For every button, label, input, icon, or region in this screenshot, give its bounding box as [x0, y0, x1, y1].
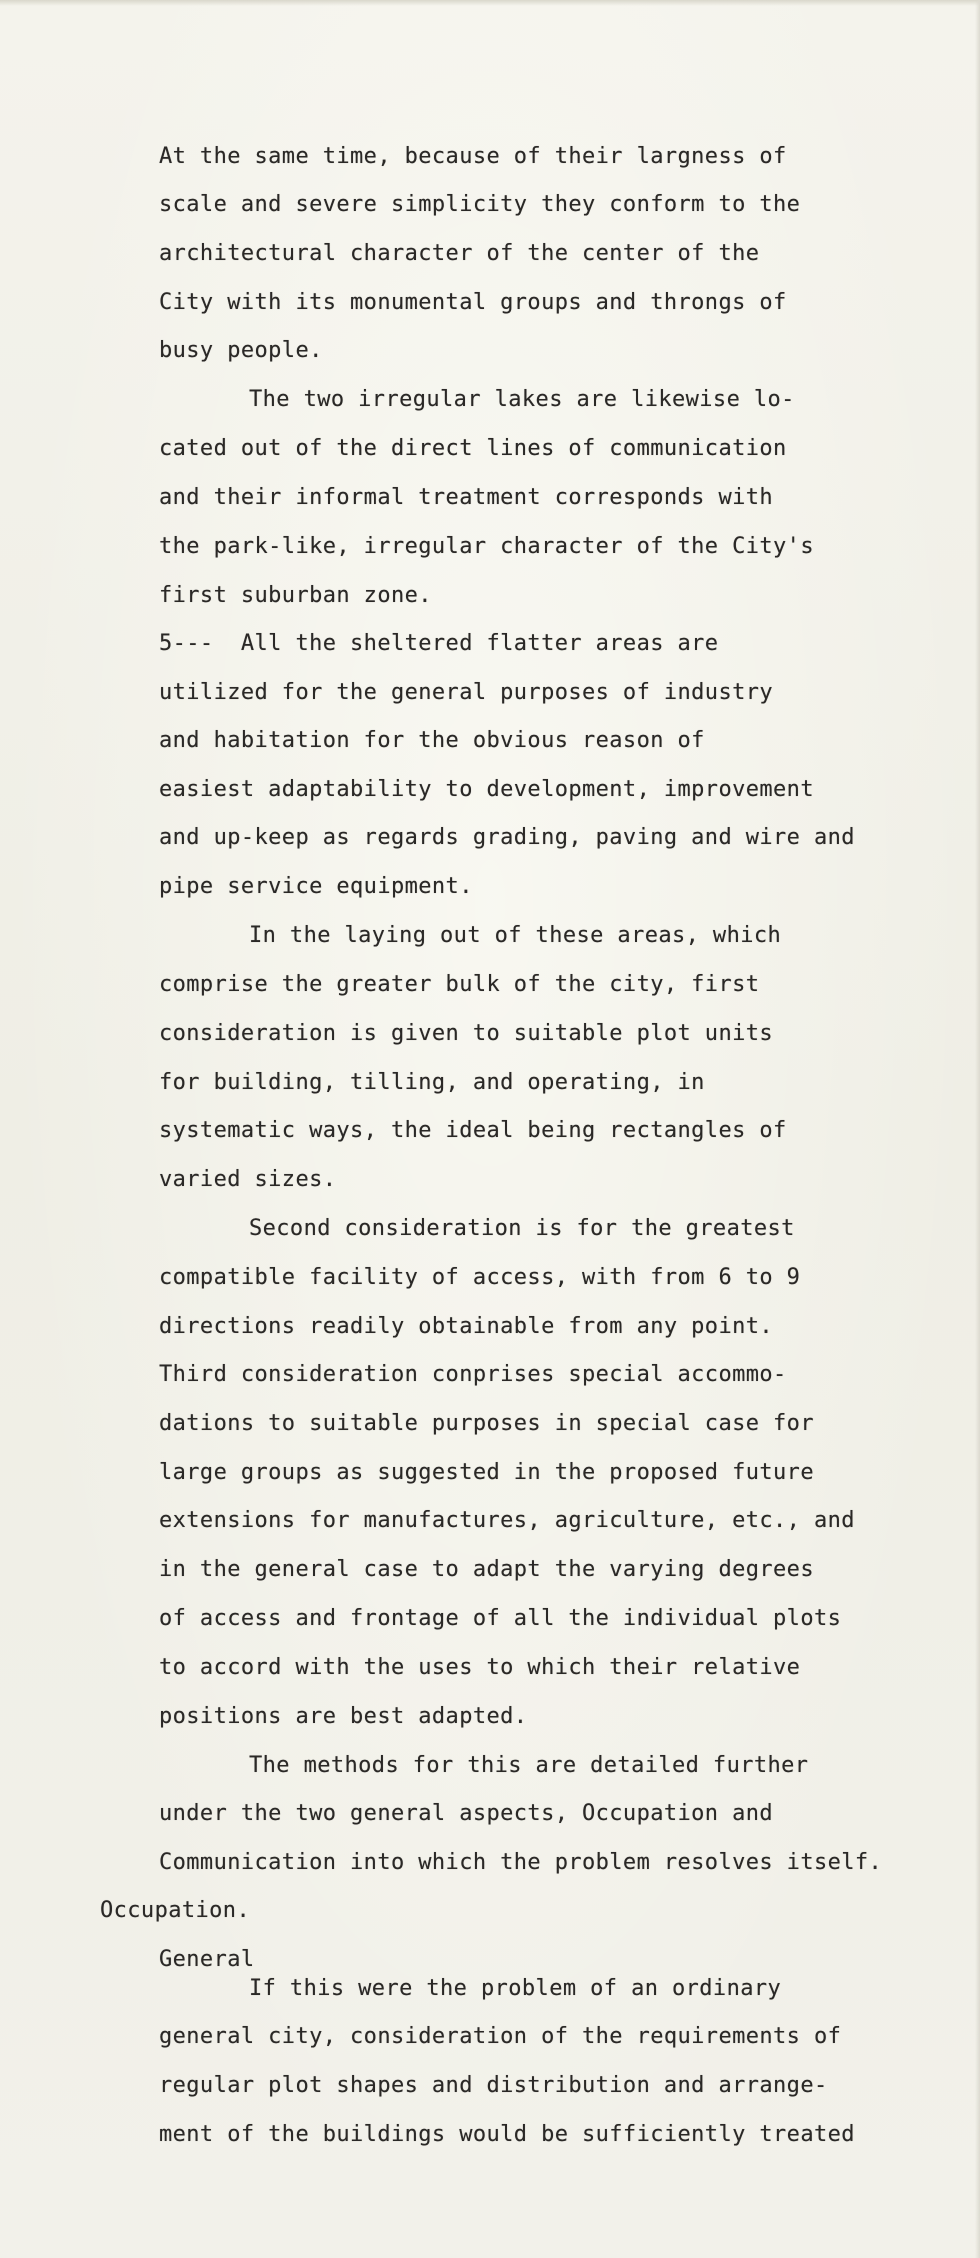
- text-line: varied sizes.: [159, 1167, 337, 1192]
- text-line: City with its monumental groups and throngs of: [159, 290, 787, 315]
- text-line: general city, consideration of the requirements of: [159, 2024, 842, 2049]
- text-line: scale and severe simplicity they conform to the: [159, 192, 801, 217]
- text-line: first suburban zone.: [159, 583, 432, 608]
- text-line: compatible facility of access, with from 6 to 9: [159, 1265, 801, 1290]
- text-line: If this were the problem of an ordinary: [249, 1976, 782, 2001]
- text-line: regular plot shapes and distribution and arrange-: [159, 2073, 828, 2098]
- page-top-edge: [0, 0, 980, 6]
- text-line: cated out of the direct lines of communication: [159, 436, 787, 461]
- text-line: In the laying out of these areas, which: [249, 923, 782, 948]
- text-line: and up-keep as regards grading, paving and wire and: [159, 825, 855, 850]
- text-line: dations to suitable purposes in special case for: [159, 1411, 814, 1436]
- text-line: large groups as suggested in the proposed future: [159, 1460, 814, 1485]
- text-line: easiest adaptability to development, improvement: [159, 777, 814, 802]
- page-right-edge: [975, 0, 980, 2258]
- text-line: and their informal treatment corresponds with: [159, 485, 774, 510]
- section-5-first-line: 5--- All the sheltered flatter areas are: [159, 631, 719, 656]
- text-line: Second consideration is for the greatest: [249, 1216, 795, 1241]
- text-line: in the general case to adapt the varying degrees: [159, 1557, 814, 1582]
- text-line: and habitation for the obvious reason of: [159, 728, 705, 753]
- text-line: extensions for manufactures, agriculture, etc., and: [159, 1508, 855, 1533]
- subheading-general: General: [159, 1947, 255, 1972]
- text-line: positions are best adapted.: [159, 1704, 528, 1729]
- text-line: for building, tilling, and operating, in: [159, 1070, 705, 1095]
- text-line: directions readily obtainable from any point.: [159, 1314, 774, 1339]
- text-line: At the same time, because of their largness of: [159, 144, 787, 169]
- text-line: The two irregular lakes are likewise lo-: [249, 387, 795, 412]
- text-line: architectural character of the center of the: [159, 241, 760, 266]
- text-line: consideration is given to suitable plot units: [159, 1021, 774, 1046]
- text-line: to accord with the uses to which their relative: [159, 1655, 801, 1680]
- text-line: systematic ways, the ideal being rectangles of: [159, 1118, 787, 1143]
- text-line: Communication into which the problem resolves itself.: [159, 1850, 883, 1875]
- text-line: utilized for the general purposes of industry: [159, 680, 774, 705]
- text-line: the park-like, irregular character of the City's: [159, 534, 814, 559]
- text-line: Third consideration conprises special accommo-: [159, 1362, 787, 1387]
- text-line: busy people.: [159, 338, 323, 363]
- section-heading-occupation: Occupation.: [100, 1898, 251, 1923]
- text-line: of access and frontage of all the individual plots: [159, 1606, 842, 1631]
- text-line: under the two general aspects, Occupation and: [159, 1801, 774, 1826]
- text-line: ment of the buildings would be sufficiently treated: [159, 2122, 855, 2147]
- text-line: pipe service equipment.: [159, 874, 473, 899]
- text-line: The methods for this are detailed further: [249, 1753, 809, 1778]
- text-line: comprise the greater bulk of the city, first: [159, 972, 760, 997]
